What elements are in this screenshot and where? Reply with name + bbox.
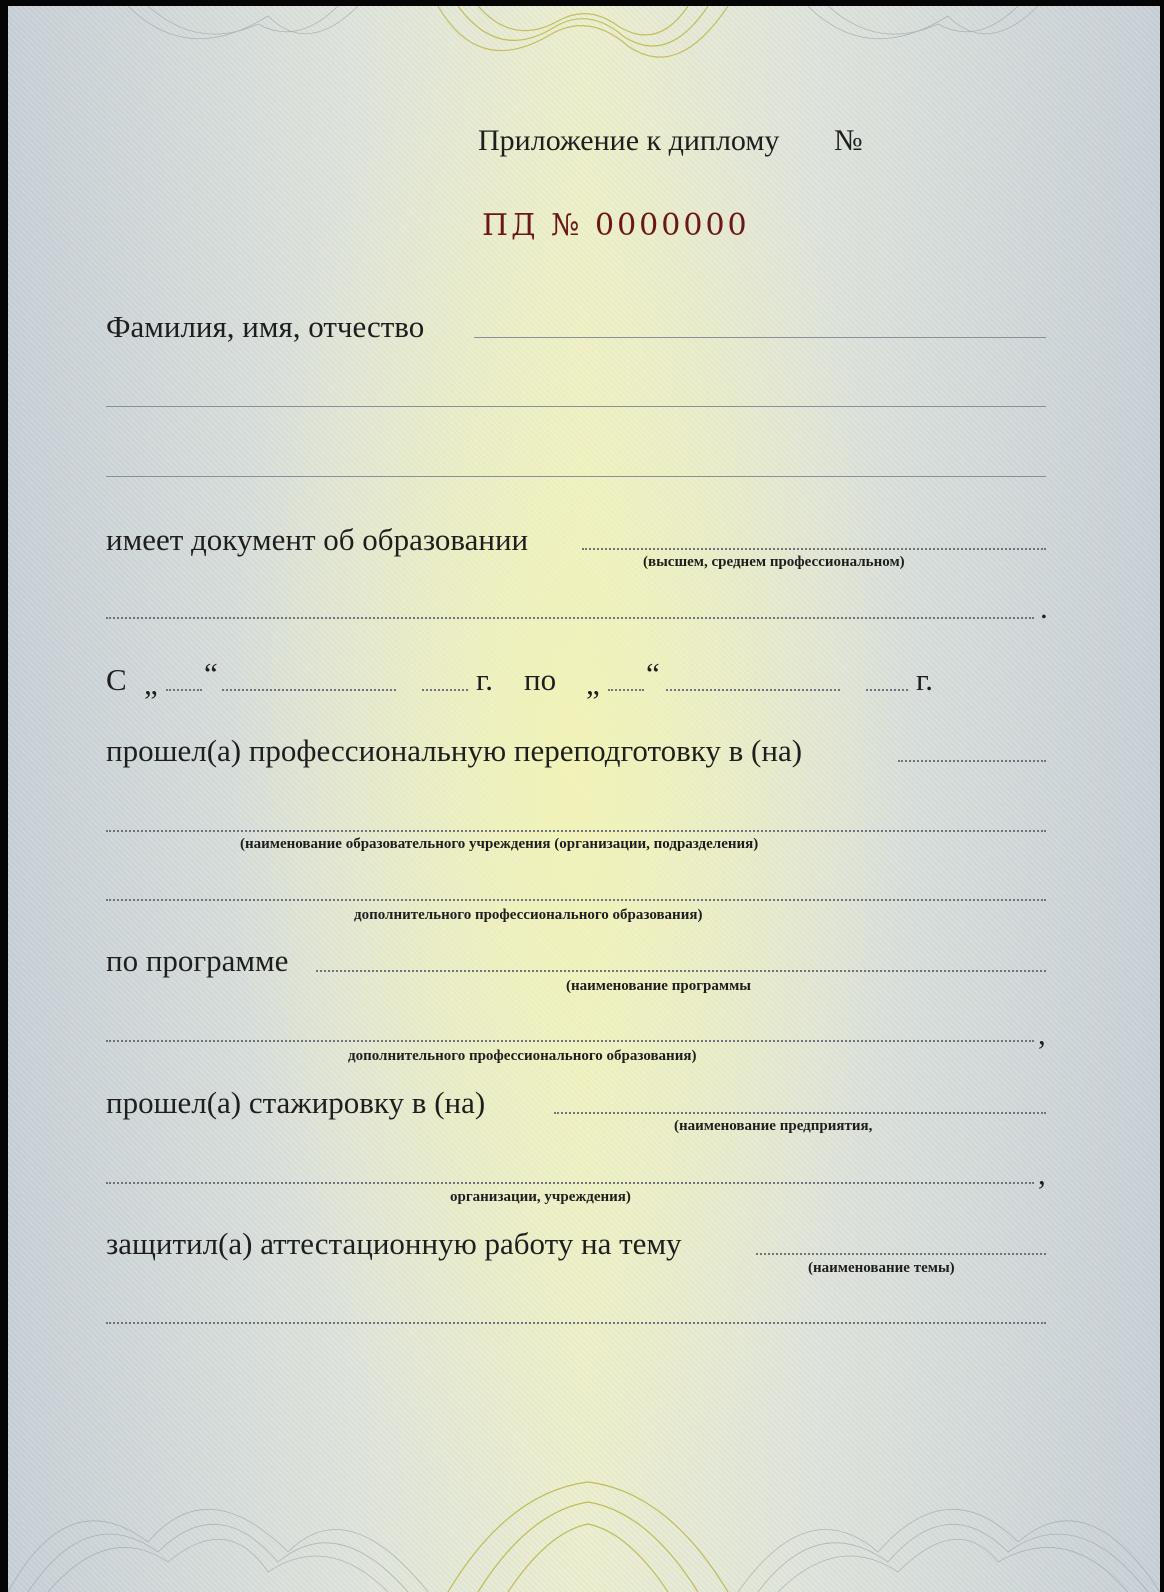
education-end: . [1040,590,1048,625]
thesis-hint: (наименование темы) [808,1260,955,1276]
guilloche-top-ornament [8,6,1160,76]
program-line-1[interactable] [316,970,1046,972]
internship-label: прошел(а) стажировку в (на) [106,1085,486,1120]
education-line-1[interactable] [582,548,1046,550]
period-from-month[interactable] [222,689,396,691]
guilloche-bottom-ornament [8,1452,1160,1592]
fio-line-1[interactable] [474,337,1046,338]
period-to-year[interactable] [866,689,908,691]
retraining-label: прошел(а) профессиональную переподготовку в (на) [106,733,803,768]
program-label: по программе [106,943,289,978]
period-from-year-label: г. [476,662,493,697]
retraining-line-3[interactable] [106,899,1046,901]
education-hint: (высшем, среднем профессиональном) [643,554,905,570]
thesis-label: защитил(а) аттестационную работу на тему [106,1226,682,1261]
thesis-line-1[interactable] [756,1253,1046,1255]
diploma-supplement-sheet [8,6,1160,1592]
period-to-day[interactable] [608,689,644,691]
period-from-year[interactable] [422,689,468,691]
internship-line-1[interactable] [554,1112,1046,1114]
period-to-month[interactable] [666,689,840,691]
period-to-open-quote: „ [586,666,600,701]
series-number: ПД № 0000000 [482,208,750,243]
page-title: Приложение к диплому [478,124,780,157]
education-line-2[interactable] [106,617,1034,619]
period-to: по [524,662,557,697]
institution-hint-1: (наименование образовательного учреждения (организации, подразделения) [240,836,759,852]
period-from: С [106,662,127,697]
program-hint-1: (наименование программы [566,978,752,994]
period-from-day[interactable] [166,689,202,691]
retraining-line-2[interactable] [106,830,1046,832]
retraining-line-1[interactable] [898,760,1046,762]
internship-end: , [1038,1156,1046,1191]
period-from-open-quote: „ [144,666,158,701]
internship-hint-1: (наименование предприятия, [674,1118,873,1134]
period-to-year-label: г. [916,662,933,697]
institution-hint-2: дополнительного профессионального образования) [354,907,703,923]
period-from-close-quote: “ [204,656,218,691]
thesis-line-2[interactable] [106,1322,1046,1324]
program-hint-2: дополнительного профессионального образования) [348,1048,697,1064]
internship-hint-2: организации, учреждения) [450,1189,631,1205]
number-sign: № [834,124,863,157]
period-to-close-quote: “ [646,656,660,691]
fio-line-2[interactable] [106,406,1046,407]
fio-label: Фамилия, имя, отчество [106,309,425,344]
fio-line-3[interactable] [106,476,1046,477]
program-line-2[interactable] [106,1040,1034,1042]
program-end: , [1038,1016,1046,1051]
internship-line-2[interactable] [106,1182,1034,1184]
education-label: имеет документ об образовании [106,522,529,557]
